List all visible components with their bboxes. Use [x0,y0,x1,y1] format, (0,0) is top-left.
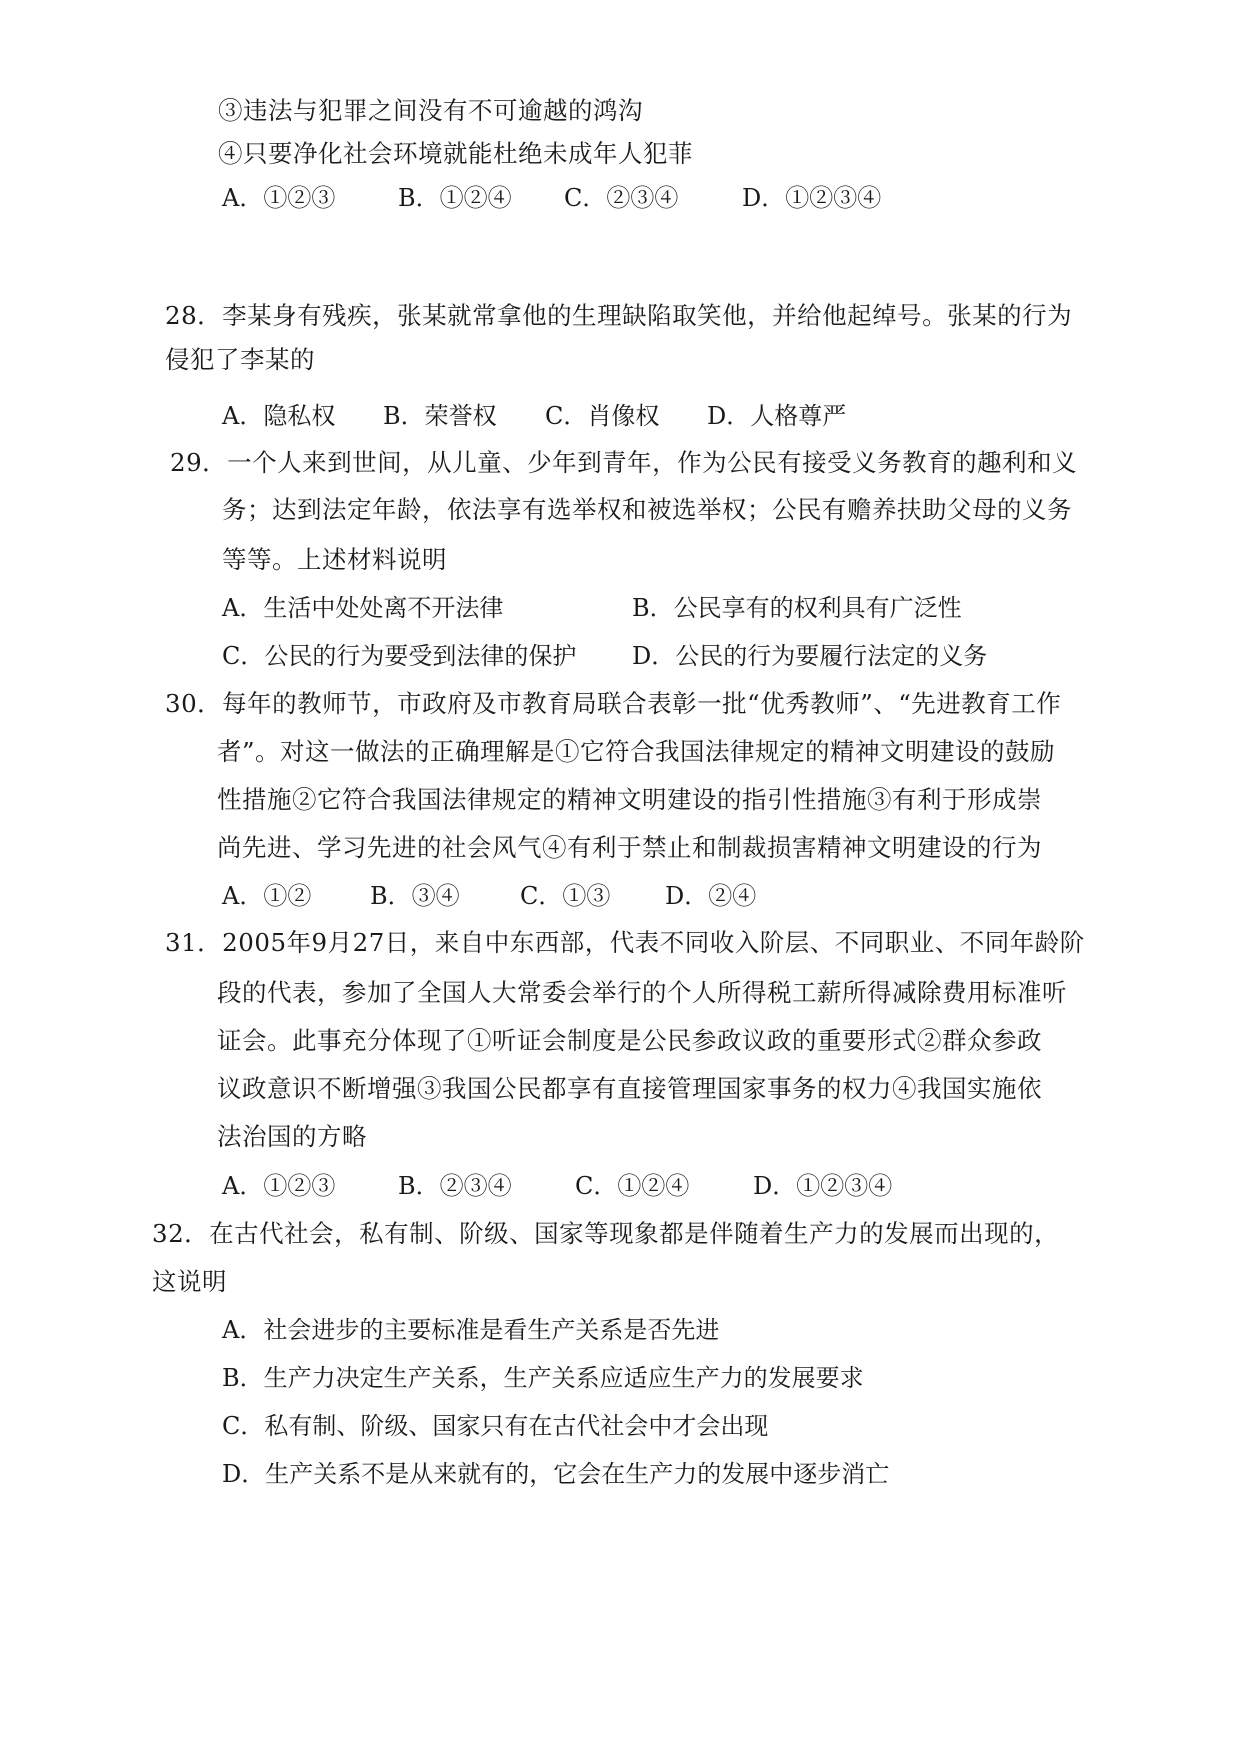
q29-option-c: C．公民的行为要受到法律的保护 [222,642,577,670]
q32-option-a: A．社会进步的主要标准是看生产关系是否先进 [222,1316,720,1344]
q29-stem-line-2: 务；达到法定年龄，依法享有选举权和被选举权；公民有赡养扶助父母的义务 [222,495,1072,524]
q30-option-a: A．①② [222,882,312,910]
q31-stem-line-3: 证会。此事充分体现了①听证会制度是公民参政议政的重要形式②群众参政 [217,1026,1042,1055]
q32-option-b: B．生产力决定生产关系，生产关系应适应生产力的发展要求 [222,1364,864,1392]
q29-option-a: A．生活中处处离不开法律 [222,594,504,622]
q28-option-c: C．肖像权 [545,402,660,430]
q32-option-d: D．生产关系不是从来就有的，它会在生产力的发展中逐步消亡 [222,1460,890,1488]
q29-option-d: D．公民的行为要履行法定的义务 [632,642,988,670]
q28-stem-line-1: 28．李某身有残疾，张某就常拿他的生理缺陷取笑他，并给他起绰号。张某的行为 [165,301,1073,330]
q27-statement-4: ④只要净化社会环境就能杜绝未成年人犯菲 [218,139,693,168]
q30-option-b: B．③④ [370,882,460,910]
q30-stem-line-3: 性措施②它符合我国法律规定的精神文明建设的指引性措施③有利于形成崇 [217,785,1042,814]
q32-option-c: C．私有制、阶级、国家只有在古代社会中才会出现 [222,1412,769,1440]
q31-stem-line-5: 法治国的方略 [217,1122,367,1151]
q30-stem-line-2: 者”。对这一做法的正确理解是①它符合我国法律规定的精神文明建设的鼓励 [217,737,1056,766]
q31-stem-line-4: 议政意识不断增强③我国公民都享有直接管理国家事务的权力④我国实施依 [217,1074,1042,1103]
q27-option-d: D．①②③④ [742,184,882,212]
q30-stem-line-1: 30．每年的教师节，市政府及市教育局联合表彰一批“优秀教师”、“先进教育工作 [165,689,1062,718]
q31-stem-line-1: 31．2005年9月27日，来自中东西部，代表不同收入阶层、不同职业、不同年龄阶 [165,928,1085,957]
q28-stem-line-2: 侵犯了李某的 [165,345,315,374]
q31-option-a: A．①②③ [222,1172,336,1200]
q30-stem-line-4: 尚先进、学习先进的社会风气④有利于禁止和制裁损害精神文明建设的行为 [217,833,1042,862]
q27-option-b: B．①②④ [398,184,512,212]
q30-option-d: D．②④ [665,882,757,910]
q27-statement-3: ③违法与犯罪之间没有不可逾越的鸿沟 [218,96,643,125]
q31-stem-line-2: 段的代表，参加了全国人大常委会举行的个人所得税工薪所得减除费用标准听 [217,978,1067,1007]
q29-stem-line-1: 29．一个人来到世间，从儿童、少年到青年，作为公民有接受义务教育的趣利和义 [170,448,1078,477]
q28-option-b: B．荣誉权 [383,402,497,430]
q29-option-b: B．公民享有的权利具有广泛性 [632,594,962,622]
q31-option-c: C．①②④ [575,1172,690,1200]
q31-option-d: D．①②③④ [753,1172,893,1200]
q32-stem-line-2: 这说明 [152,1267,227,1296]
q32-stem-line-1: 32．在古代社会，私有制、阶级、国家等现象都是伴随着生产力的发展而出现的， [152,1219,1060,1248]
q28-option-a: A．隐私权 [222,402,336,430]
q28-option-d: D．人格尊严 [707,402,847,430]
q30-option-c: C．①③ [520,882,611,910]
q29-stem-line-3: 等等。上述材料说明 [222,545,447,574]
q31-option-b: B．②③④ [398,1172,512,1200]
q27-option-a: A．①②③ [222,184,336,212]
q27-option-c: C．②③④ [564,184,679,212]
